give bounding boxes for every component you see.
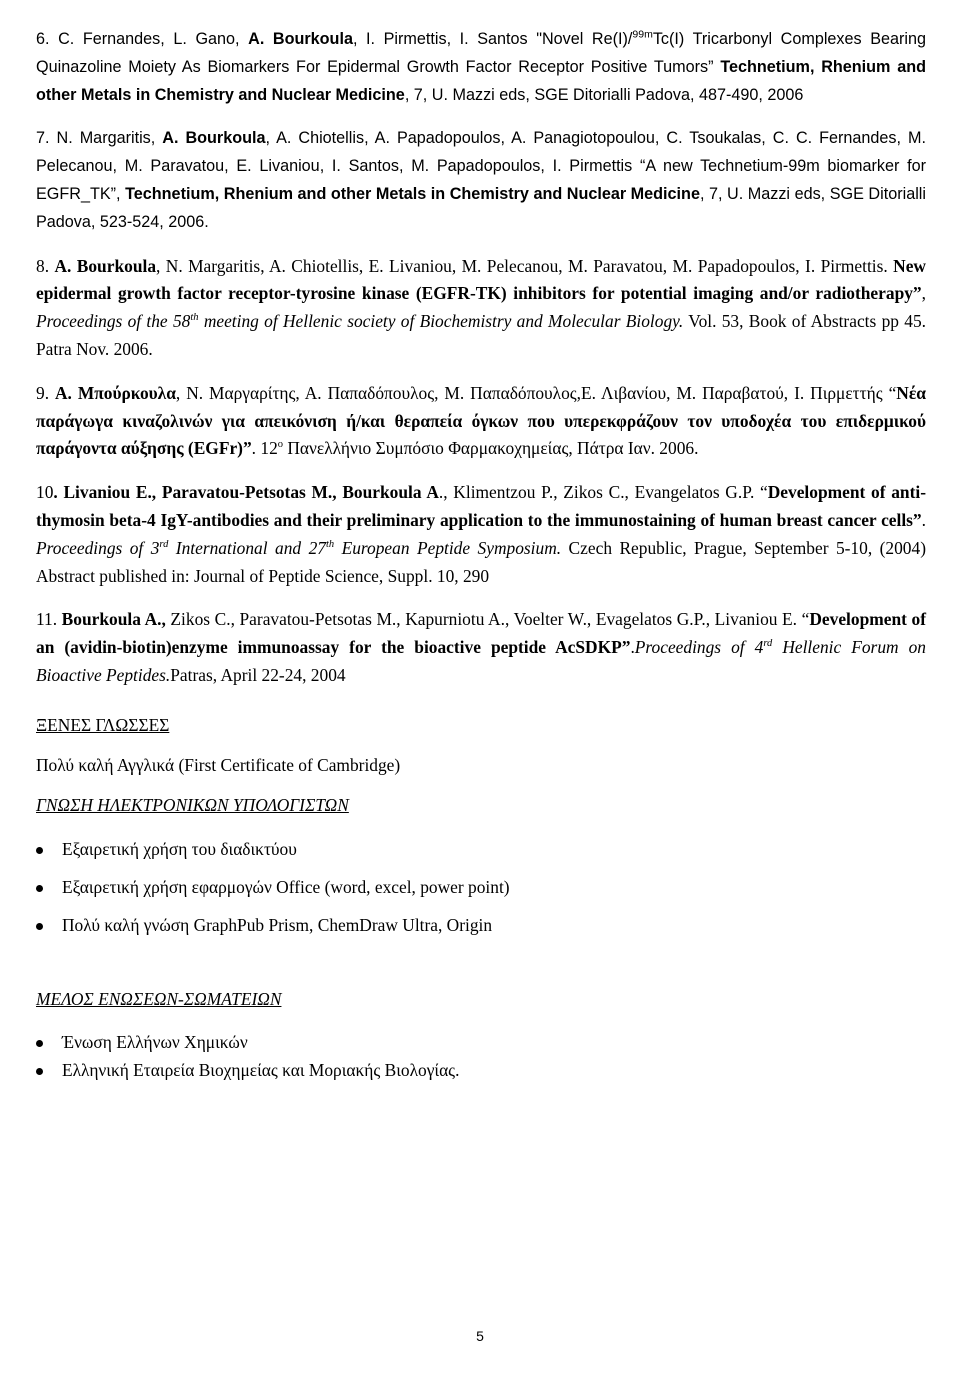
ref-text: ., Klimentzou P., Zikos C., Evangelatos G.P. “	[438, 482, 768, 503]
ref-text: . 12	[251, 438, 278, 459]
languages-text: Πολύ καλή Αγγλικά (First Certificate of Cambridge)	[36, 754, 401, 775]
reference-7	[36, 125, 926, 236]
ref-superscript: rd	[763, 638, 773, 650]
ref-text: Πανελλήνιο Συμπόσιο Φαρμακοχημείας, Πάτρα Ιαν. 2006.	[283, 438, 699, 459]
memberships-list	[36, 1029, 926, 1085]
bullet-icon	[36, 1040, 43, 1047]
ref-proceedings-italic: Proceedings of the 58	[36, 311, 191, 332]
ref-superscript: th	[325, 538, 335, 550]
page-number: 5	[476, 1328, 484, 1344]
list-item	[36, 1029, 926, 1057]
bullet-icon	[36, 1068, 43, 1075]
bullet-icon	[36, 847, 43, 854]
list-item	[36, 874, 926, 902]
list-item-text: Ελληνική Εταιρεία Βιοχημείας και Μοριακής Βιολογίας.	[62, 1060, 460, 1081]
reference-6	[36, 26, 926, 109]
ref-text: , Ν. Μαργαρίτης, Α. Παπαδόπουλος, Μ. Παπαδόπουλος,Ε. Λιβανίου, Μ. Παραβατού, Ι. Πιρμεττής “	[175, 382, 897, 403]
list-item-text: Πολύ καλή γνώση GraphPub Prism, ChemDraw Ultra, Origin	[62, 914, 493, 935]
list-item	[36, 836, 926, 864]
reference-9	[36, 380, 926, 463]
ref-number: 8.	[36, 255, 50, 276]
document-page	[36, 26, 926, 1085]
ref-source-bold: Technetium, Rhenium and other Metals in Chemistry and Nuclear Medicine	[125, 184, 700, 203]
ref-text: Czech Republic, Prague, September 5-10, (2004) Abstract published in: Journal of Peptide Science, Suppl. 10, 290	[36, 537, 926, 586]
ref-author-bold: Bourkoula A.,	[57, 609, 166, 630]
ref-text: Tc(I) Tricarbonyl Complexes Bearing Quinazoline Moiety As Biomarkers For Epidermal Growth Factor Receptor Positive Tumors”	[36, 30, 926, 76]
ref-number: 10	[36, 482, 54, 503]
list-item-text: Εξαιρετική χρήση του διαδικτύου	[62, 839, 297, 860]
ref-superscript: rd	[159, 538, 169, 550]
computer-skills-heading: ΓΝΩΣΗ ΗΛΕΚΤΡΟΝΙΚΩΝ ΥΠΟΛΟΓΙΣΤΩΝ	[36, 795, 349, 816]
ref-source-bold: Technetium, Rhenium and other Metals in Chemistry and Nuclear Medicine	[36, 57, 926, 104]
list-item	[36, 912, 926, 940]
ref-text: Zikos C., Paravatou-Petsotas M., Kapurniotu A., Voelter W., Evagelatos G.P., Livaniou E. “	[165, 609, 810, 630]
ref-text: Vol. 53, Book of Abstracts pp 45. Patra Nov. 2006.	[36, 311, 926, 359]
ref-proceedings-italic: Hellenic Forum on Bioactive Peptides.	[36, 637, 926, 685]
ref-text: . Livaniou E., Paravatou-Petsotas M.,	[53, 482, 343, 503]
ref-proceedings-italic: Proceedings of 4	[634, 637, 764, 658]
ref-text: , 7, U. Mazzi eds, SGE Ditorialli Padova, 523-524, 2006.	[36, 184, 926, 231]
ref-title-bold: Νέα παράγωγα κιναζολινών για απεικόνιση ή/και θεραπεία όγκων που υπερεκφράζουν τον υποδοχέα του επιδερμικού παράγοντα αύξησης (EGFr)”	[36, 382, 926, 459]
memberships-heading: ΜΕΛΟΣ ΕΝΩΣΕΩΝ-ΣΩΜΑΤΕΙΩΝ	[36, 988, 282, 1009]
ref-title-bold: Development of anti-thymosin beta-4 IgY-antibodies and their preliminary application to the immunostaining of human breast cancer cells”	[36, 482, 926, 530]
reference-8	[36, 253, 926, 364]
ref-text: .	[630, 637, 635, 658]
ref-title-bold: Development of an (avidin-biotin)enzyme immunoassay for the bioactive peptide AcSDKP”	[36, 609, 926, 658]
ref-superscript: th	[190, 312, 199, 324]
ref-text: , 7, U. Mazzi eds, SGE Ditorialli Padova, 487-490, 2006	[404, 85, 804, 104]
ref-proceedings-italic: International and 27	[168, 537, 326, 558]
reference-11	[36, 606, 926, 689]
bullet-icon	[36, 885, 43, 892]
ref-proceedings-italic: meeting of Hellenic society of Biochemistry and Molecular Biology.	[198, 311, 684, 332]
ref-number: 6.	[36, 30, 50, 48]
ref-text: , I. Pirmettis, I. Santos "Novel Re(I)/	[352, 30, 633, 48]
ref-text: ,	[921, 283, 926, 304]
ref-author-bold: A. Bourkoula	[54, 255, 157, 276]
ref-number: 11.	[36, 609, 58, 630]
ref-text: Patras, April 22-24, 2004	[170, 664, 346, 685]
ref-text: C. Fernandes, L. Gano,	[58, 30, 249, 48]
list-item	[36, 1057, 926, 1085]
ref-author-bold: Bourkoula A	[342, 482, 439, 503]
ref-proceedings-italic: Proceedings of 3	[36, 537, 160, 558]
ref-number: 7.	[36, 129, 50, 148]
list-item-text: Ένωση Ελλήνων Χημικών	[62, 1032, 248, 1053]
ref-proceedings-italic: European Peptide Symposium.	[334, 537, 562, 558]
bullet-icon	[36, 923, 43, 930]
reference-10	[36, 479, 926, 590]
ref-text: , A. Chiotellis, A. Papadopoulos, A. Panagiotopoulou, C. Tsoukalas, C. C. Fernandes, M. Pelecanou, M. Paravatou, E. Livaniou, I. Santos, M. Papadopoulos, I. Pirmettis “A new Technetium-99m biomarker for EGFR_TK”,	[36, 129, 926, 203]
ref-author-bold: Α. Μπούρκουλα	[54, 382, 176, 403]
list-item-text: Εξαιρετική χρήση εφαρμογών Office (word, excel, power point)	[62, 876, 510, 897]
ref-number: 9.	[36, 382, 50, 403]
computer-skills-list	[36, 836, 926, 939]
ref-author-bold: A. Bourkoula	[248, 30, 353, 48]
ref-author-bold: A. Bourkoula	[162, 129, 266, 148]
languages-heading: ΞΕΝΕΣ ΓΛΩΣΣΕΣ	[36, 714, 170, 735]
ref-text: , N. Margaritis, A. Chiotellis, E. Livaniou, M. Pelecanou, M. Paravatou, M. Papadopoulos, I. Pirmettis.	[156, 255, 894, 276]
ref-title-bold: New epidermal growth factor receptor-tyrosine kinase (EGFR-TK) inhibitors for potential imaging and/or radiotherapy”	[36, 255, 926, 304]
ref-text: N. Margaritis,	[56, 129, 163, 148]
ref-superscript: ο	[277, 439, 284, 451]
ref-text: .	[921, 509, 926, 530]
ref-superscript: 99m	[632, 28, 653, 41]
